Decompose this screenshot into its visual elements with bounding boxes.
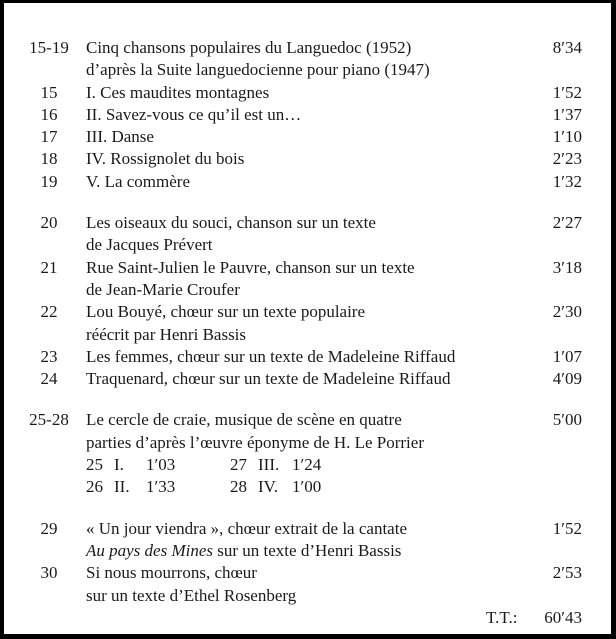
track-title: I. Ces maudites montagnes (86, 82, 270, 102)
track-row (4, 409, 611, 431)
track-row (4, 104, 611, 126)
track-duration: 2′23 (552, 149, 582, 169)
track-row (4, 148, 611, 170)
track-number: 16 (40, 104, 58, 124)
track-number: 15-19 (29, 38, 69, 57)
track-title: V. La commère (86, 171, 191, 191)
parts-row (4, 476, 611, 498)
track-title: IV. Rossignolet du bois (86, 149, 245, 169)
part-number: 26 (86, 477, 103, 497)
cantata-title: Au pays des Mines (86, 540, 214, 560)
track-duration: 1′52 (552, 82, 582, 102)
track-row (4, 346, 611, 368)
track-row-continuation (4, 540, 611, 562)
track-row-continuation (4, 279, 611, 301)
part-duration: 1′33 (146, 477, 176, 497)
track-title-line2: de Jacques Prévert (86, 235, 213, 255)
track-number: 24 (40, 369, 58, 389)
track-number: 25-28 (29, 410, 69, 430)
track-title: Rue Saint-Julien le Pauvre, chanson sur un texte (86, 257, 415, 277)
track-duration: 3′18 (552, 257, 582, 277)
tracklist (4, 37, 611, 629)
section-chansons-choeurs (4, 212, 611, 390)
track-title-line2: parties d’après l’œuvre éponyme de H. Le Porrier (86, 432, 424, 452)
track-row (4, 368, 611, 390)
track-row-continuation (4, 432, 611, 454)
parts-row (4, 454, 611, 476)
track-duration: 2′27 (552, 213, 582, 233)
track-title: III. Danse (86, 127, 154, 147)
track-duration: 1′10 (552, 127, 582, 147)
track-title: Lou Bouyé, chœur sur un texte populaire (86, 302, 366, 322)
track-row-continuation (4, 59, 611, 81)
track-number: 17 (40, 127, 58, 147)
part-number: 27 (230, 455, 247, 475)
track-number: 30 (40, 563, 58, 583)
total-time-value: 60′43 (544, 607, 582, 627)
track-duration: 1′32 (552, 171, 582, 191)
track-title: Cinq chansons populaires du Languedoc (1952) (86, 38, 412, 57)
track-title: II. Savez-vous ce qu’il est un… (86, 104, 302, 124)
track-row (4, 37, 611, 59)
track-row-continuation (4, 324, 611, 346)
total-time-row (4, 607, 611, 629)
part-roman: III. (258, 455, 280, 475)
track-row (4, 562, 611, 584)
part-duration: 1′00 (292, 477, 322, 497)
track-title: Traquenard, chœur sur un texte de Madeleine Riffaud (86, 369, 451, 389)
track-number: 29 (40, 518, 58, 538)
track-duration: 1′37 (552, 104, 582, 124)
track-number: 18 (40, 149, 58, 169)
part-roman: I. (114, 455, 124, 475)
track-row (4, 301, 611, 323)
track-title: Les femmes, chœur sur un texte de Madeleine Riffaud (86, 346, 456, 366)
section-cantate (4, 518, 611, 629)
track-title-line2: réécrit par Henri Bassis (86, 324, 247, 344)
track-row (4, 212, 611, 234)
track-row (4, 171, 611, 193)
track-title-line2-rest: sur un texte d’Henri Bassis (217, 540, 402, 560)
section-cercle-de-craie (4, 409, 611, 498)
track-row-continuation (4, 585, 611, 607)
part-number: 28 (230, 477, 247, 497)
part-roman: II. (114, 477, 130, 497)
track-number: 21 (40, 257, 58, 277)
track-duration: 1′52 (552, 518, 582, 538)
track-duration: 1′07 (552, 346, 582, 366)
track-row (4, 82, 611, 104)
track-title: « Un jour viendra », chœur extrait de la cantate (86, 518, 407, 538)
part-duration: 1′24 (292, 455, 322, 475)
track-title-line2: sur un texte d’Ethel Rosenberg (86, 585, 297, 605)
part-duration: 1′03 (146, 455, 176, 475)
track-duration: 5′00 (552, 410, 582, 430)
section-languedoc (4, 37, 611, 193)
track-title-line2: d’après la Suite languedocienne pour piano (1947) (86, 60, 430, 80)
track-duration: 2′30 (552, 302, 582, 322)
track-number: 23 (40, 346, 58, 366)
track-row-continuation (4, 234, 611, 256)
track-number: 15 (40, 82, 58, 102)
track-duration: 4′09 (552, 369, 582, 389)
track-number: 22 (40, 302, 58, 322)
track-number: 20 (40, 213, 58, 233)
part-number: 25 (86, 455, 103, 475)
track-number: 19 (40, 171, 58, 191)
total-time-label: T.T.: (486, 607, 518, 627)
part-roman: IV. (258, 477, 278, 497)
track-row (4, 257, 611, 279)
track-title: Si nous mourrons, chœur (86, 563, 257, 583)
track-duration: 8′34 (552, 38, 582, 57)
track-title-line2 (86, 540, 401, 562)
track-title-line2: de Jean-Marie Croufer (86, 279, 240, 299)
tracklist-page (4, 3, 611, 634)
track-title: Le cercle de craie, musique de scène en quatre (86, 410, 402, 430)
track-title: Les oiseaux du souci, chanson sur un texte (86, 213, 376, 233)
track-row (4, 518, 611, 540)
track-duration: 2′53 (552, 563, 582, 583)
track-row (4, 126, 611, 148)
